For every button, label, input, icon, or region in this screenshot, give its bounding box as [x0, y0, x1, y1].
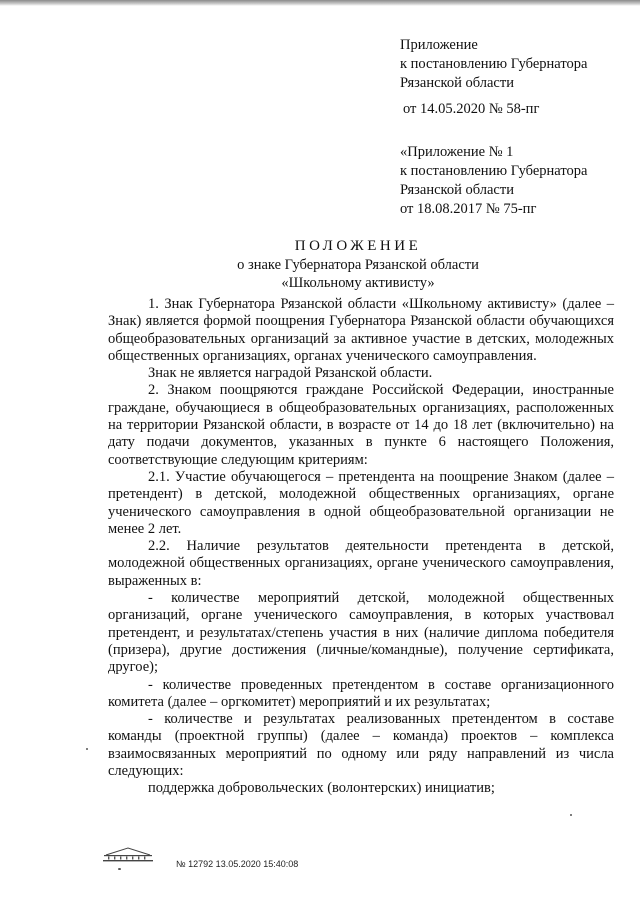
appendix-prev-line: к постановлению Губернатора	[400, 163, 588, 179]
paragraph: 2.1. Участие обучающегося – претендента на поощрение Знаком (далее – претендент) в детской, молодежной общественных организациях, органе ученического самоуправления в одной общеобразовательной организации не менее 2 лет.	[108, 468, 614, 537]
paragraph: - количестве проведенных претендентом в составе организационного комитета (далее – оргкомитет) мероприятий и их результатах;	[108, 676, 614, 710]
building-seal-icon	[100, 846, 156, 862]
paragraph: 2. Знаком поощряются граждане Российской Федерации, иностранные граждане, обучающиеся в общеобразовательных организациях, расположенных на территории Рязанской области, в возрасте от 14 до 18 лет (включительно) на дату подачи документов, указанных в пункте 6 настоящего Положения, соответствующие следующим критериям:	[108, 382, 614, 468]
title-subject: о знаке Губернатора Рязанской области	[237, 257, 479, 273]
paragraph: - количестве мероприятий детской, молодежной общественных организаций, органе ученического самоуправления, в которых участвовал претендент, и результатах/степень участия в них (наличие диплома победителя (призера), другие достижения (личные/командные), получение сертификата, другое);	[108, 590, 614, 676]
registration-number: № 12792 13.05.2020 15:40:08	[176, 859, 299, 869]
paragraph: - количестве и результатах реализованных претендентом в составе команды (проектной группы) (далее – команда) проектов – комплекса взаимосвязанных мероприятий по одному или ряду направлений из числа следующих:	[108, 711, 614, 780]
appendix-prev-line: от 18.08.2017 № 75-пг	[400, 201, 537, 217]
document-body	[108, 296, 614, 798]
paragraph: поддержка добровольческих (волонтерских) инициатив;	[148, 780, 495, 797]
scan-top-edge	[0, 0, 640, 6]
document-title	[0, 237, 640, 292]
appendix-previous-header	[400, 143, 587, 219]
paragraph: 2.2. Наличие результатов деятельности претендента в детской, молодежной общественных организациях, органе ученического самоуправления, выраженных в:	[108, 538, 614, 589]
scan-speck	[86, 748, 88, 750]
appendix-header	[400, 36, 587, 119]
appendix-date-line: от 14.05.2020 № 58-пг	[403, 101, 540, 117]
appendix-line: к постановлению Губернатора	[400, 56, 588, 72]
appendix-line: Рязанской области	[400, 75, 514, 91]
title-award-name: «Школьному активисту»	[281, 275, 435, 291]
paragraph: 1. Знак Губернатора Рязанской области «Школьному активисту» (далее – Знак) является формой поощрения Губернатора Рязанской области обучающихся общеобразовательных организаций за активное участие в детских, молодежных общественных организациях, органах ученического самоуправления.	[108, 296, 614, 364]
appendix-prev-line: «Приложение № 1	[400, 144, 514, 160]
appendix-line: Приложение	[400, 37, 478, 53]
scan-speck	[118, 868, 121, 870]
title-heading: ПОЛОЖЕНИЕ	[294, 238, 422, 254]
scan-speck	[570, 814, 572, 816]
appendix-prev-line: Рязанской области	[400, 182, 514, 198]
paragraph: Знак не является наградой Рязанской области.	[148, 365, 433, 382]
